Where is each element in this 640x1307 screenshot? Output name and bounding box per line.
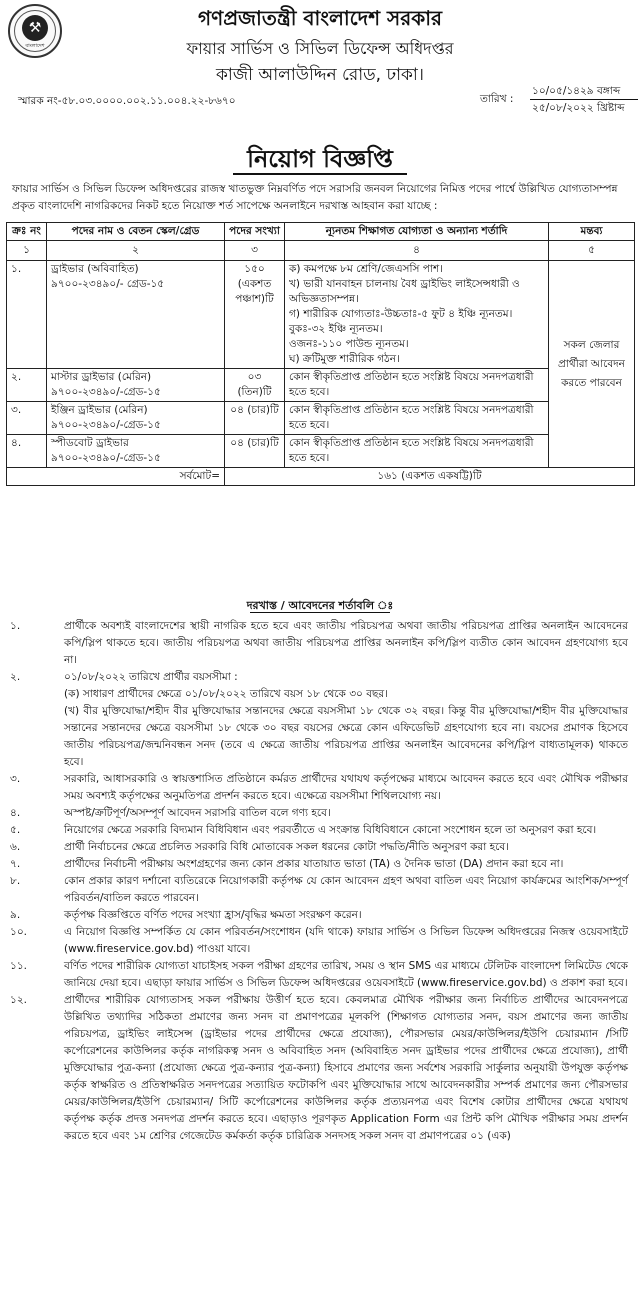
- address-heading: কাজী আলাউদ্দিন রোড, ঢাকা।: [216, 65, 424, 85]
- post-cell: [47, 435, 225, 468]
- intro-paragraph: ফায়ার সার্ভিস ও সিভিল ডিফেন্স অধিদপ্তরের রাজস্ব খাতভুক্ত নিম্নবর্ণিত পদে সরাসরি জনবল নিয়োগের নিমিত্ত পদের পার্শ্বে উল্লিখিত যোগ্যতাসম্পন্ন প্রকৃত বাংলাদেশি নাগরিকদের নিকট হতে নিয়োক্ত শর্ত সাপেক্ষে অনলাইনে দরখাস্ত আহবান করা যাচ্ছে :: [12, 183, 618, 212]
- condition-item: [0, 907, 640, 924]
- condition-text: প্রার্থীকে অবশ্যই বাংলাদেশের স্থায়ী নাগরিক হতে হবে এবং জাতীয় পরিচয়পত্র অথবা জাতীয় পরিচয়পত্র প্রাপ্তির অনলাইন আবেদনের কপি/স্লিপ থাকতে হবে। জাতীয় পরিচয়পত্র অথবা জাতীয় পরিচয়পত্র প্রাপ্তির অনলাইন কপি/স্লিপ ব্যতীত কোন আবেদন গ্রহণযোগ্য হবে না।: [64, 620, 628, 666]
- total-row: [7, 468, 635, 486]
- condition-item: [0, 822, 640, 839]
- condition-item: [0, 856, 640, 873]
- pay-scale: ৯৭০০-২৩৪৯০/-গ্রেড-১৫: [51, 386, 161, 398]
- post-cell: [47, 261, 225, 369]
- vacancy-table: [6, 222, 635, 486]
- condition-text: সরকারি, আধাসরকারি ও স্বায়ত্তশাসিত প্রতিষ্ঠানে কর্মরত প্রার্থীদের যথাযথ কর্তৃপক্ষের মাধ্যমে আবেদন করতে হবে এবং মৌখিক পরীক্ষার সময় অবশ্যই কর্তৃপক্ষের অনুমতিপত্র প্রদর্শন করতে হবে। এক্ষেত্রে বয়সসীমা শিথিলযোগ্য নয়।: [64, 773, 628, 802]
- condition-text: কোন প্রকার কারণ দর্শানো ব্যতিরেকে নিয়োগকারী কর্তৃপক্ষ যে কোন আবেদন গ্রহণ অথবা বাতিল এবং নিয়োগ কার্যক্রমের আংশিক/সম্পূর্ণ পরিবর্তন/বাতিল করতে পারবেন।: [64, 875, 628, 904]
- table-header-row: [7, 223, 635, 241]
- conditions-underline: [250, 612, 390, 613]
- conditions-title: দরখাস্ত / আবেদনের শর্তাবলি ঃ: [246, 599, 394, 612]
- condition-number: ৯.: [10, 909, 21, 921]
- condition-text: প্রার্থীদের শারীরিক যোগ্যতাসহ সকল পরীক্ষায় উত্তীর্ণ হতে হবে। কেবলমাত্র মৌখিক পরীক্ষার জন্য নির্বাচিত প্রার্থীদের আবেদনপত্রে উল্লিখিত তথ্যাদির সঠিকতা প্রমাণের জন্য সনদ বা প্রমাণপত্রের মূলকপি (শিক্ষাগত যোগ্যতার সনদ, বয়স প্রমাণের জন্য জাতীয় পরিচয়পত্র, ড্রাইভিং লাইসেন্স (ড্রাইভার পদের প্রার্থীদের ক্ষেত্রে প্রযোজ্য), পৌরসভার মেয়র/কাউন্সিলর/ইউপি চেয়ারম্যান /সিটি কর্পোরেশনের কাউন্সিলর কর্তৃক নাগরিকত্ব সনদ ও অবিবাহিত সনদ (অবিবাহিত সনদ ড্রাইভার পদের প্রার্থীদের ক্ষেত্রে প্রযোজ্য), প্রার্থী মুক্তিযোদ্ধার পুত্র-কন্যা (প্রযোজ্য ক্ষেত্রে পুত্র-কন্যার পুত্র-কন্যা) হিসাবে প্রমাণের জন্য সর্বশেষ সরকারি সার্কুলার অনুযায়ী উপযুক্ত কর্তৃপক্ষ কর্তৃক স্বাক্ষরিত ও প্রতিস্বাক্ষরিত সনদপত্রের সত্যায়িত ফটোকপি এবং মুক্তিযোদ্ধার সাথে আবেদনকারীর সম্পর্ক প্রমাণের জন্য পৌরসভার মেয়র/কাউন্সিলর/ইউপি চেয়ারম্যান/ সিটি কর্পোরেশনের কাউন্সিলর কর্তৃক প্রত্যয়নপত্র এবং বিশেষ কোটার প্রার্থীদের ক্ষেত্রে যথাযথ কর্তৃপক্ষ কর্তৃক প্রদত্ত সনদপত্র প্রদর্শন করতে হবে। এছাড়াও পূরণকৃত Application Form এর প্রিন্ট কপি মৌখিক পরীক্ষার সময় প্রদর্শন করতে হবে এবং ১ম শ্রেণির গেজেটেড কর্মকর্তা কর্তৃক চারিত্রিক সনদসহ সকল সনদ বা প্রমাণপত্রের ০১ (এক): [64, 994, 628, 1142]
- col-number: ৩: [225, 241, 285, 261]
- row-serial: ২.: [7, 369, 47, 402]
- emblem-icon: ⚒: [22, 15, 48, 41]
- condition-number: ১১.: [10, 960, 27, 972]
- pay-scale: ৯৭০০-২৩৪৯০/- গ্রেড-১৫: [51, 278, 165, 290]
- condition-subitem: (খ) বীর মুক্তিযোদ্ধা/শহীদ বীর মুক্তিযোদ্ধার সন্তানদের ক্ষেত্রে বয়সসীমা ১৮ থেকে ৩২ বছর। কিন্তু বীর মুক্তিযোদ্ধা/শহীদ বীর মুক্তিযোদ্ধার সন্তানের সন্তানদের ক্ষেত্রে বয়সসীমা ১৮ থেকে ৩০ বছর বয়সের ক্ষেত্রে কোন এফিডেভিট গ্রহণযোগ্য হবে না। বয়সের প্রমাণক হিসেবে জাতীয় পরিচয়পত্র/জন্মনিবন্ধন সনদ (তবে এ ক্ষেত্রে জাতীয় পরিচয়পত্র প্রাপ্তির অনলাইন আবেদনের কপি/স্লিপ বাধ্যতামূলক) থাকতে হবে।: [64, 705, 628, 768]
- condition-item: [0, 771, 640, 805]
- memo-number: স্মারক নং-৫৮.০৩.০০০০.০০২.১১.০০৪.২২-৮৬৭০: [18, 95, 236, 107]
- qualification-line: গ) শারীরিক যোগ্যতাঃ-উচ্চতাঃ-৫ ফুট ৪ ইঞ্চি ন্যূনতম।: [289, 308, 513, 320]
- condition-item: [0, 805, 640, 822]
- condition-item: [0, 958, 640, 992]
- remarks-cell: সকল জেলার প্রার্থীরা আবেদন করতে পারবেন: [549, 261, 635, 468]
- table-row: [7, 435, 635, 468]
- condition-number: ২.: [10, 671, 21, 683]
- qualification-cell: কোন স্বীকৃতিপ্রাপ্ত প্রতিষ্ঠান হতে সংশ্লিষ্ট বিষয়ে সনদপত্রধারী হতে হবে।: [285, 435, 549, 468]
- condition-item: [0, 924, 640, 958]
- post-count: ০৪ (চার)টি: [225, 435, 285, 468]
- condition-text: বর্ণিত পদের শারীরিক যোগ্যতা যাচাইসহ সকল পরীক্ষা গ্রহণের তারিখ, সময় ও স্থান SMS এর মাধ্যমে টেলিটক বাংলাদেশ লিমিটেড থেকে জানিয়ে দেয়া হবে। এছাড়া ফায়ার সার্ভিস ও সিভিল ডিফেন্স অধিদপ্তরের ওয়েবসাইটে (www.fireservice.gov.bd) ও প্রকাশ করা হবে।: [64, 960, 628, 989]
- condition-number: ৫.: [10, 824, 21, 836]
- condition-item: [0, 839, 640, 856]
- date-label: তারিখ :: [480, 93, 514, 105]
- condition-number: ৪.: [10, 807, 21, 819]
- condition-item: [0, 669, 640, 771]
- conditions-list: [0, 618, 640, 1145]
- column-number-row: [7, 241, 635, 261]
- col-number: ৪: [285, 241, 549, 261]
- condition-number: ১.: [10, 620, 21, 632]
- condition-item: [0, 992, 640, 1145]
- date-divider: [530, 99, 638, 100]
- post-count: ১৫০ (একশত পঞ্চাশ)টি: [225, 261, 285, 369]
- qualification-line: ওজনঃ-১১০ পাউন্ড ন্যূনতম।: [289, 338, 409, 350]
- condition-number: ৩.: [10, 773, 21, 785]
- condition-number: ৮.: [10, 875, 21, 887]
- post-name: ড্রাইভার (অবিবাহিত): [51, 263, 139, 275]
- department-heading: ফায়ার সার্ভিস ও সিভিল ডিফেন্স অধিদপ্তর: [186, 39, 454, 58]
- table-row: [7, 369, 635, 402]
- condition-number: ৬.: [10, 841, 21, 853]
- qualification-line: খ) ভারী যানবাহন চালনায় বৈধ ড্রাইভিং লাইসেন্সধারী ও অভিজ্ঞতাসম্পন্ন।: [289, 278, 520, 305]
- col-header-post: পদের নাম ও বেতন স্কেল/গ্রেড: [47, 223, 225, 241]
- qualification-line: বুকঃ-৩২ ইঞ্চি ন্যূনতম।: [289, 323, 383, 335]
- condition-text: নিয়োগের ক্ষেত্রে সরকারি বিদ্যমান বিধিবিধান এবং পরবর্তীতে এ সংক্রান্ত বিধিবিধানে কোনো সংশোধন হলে তা অনুসরণ করা হবে।: [64, 824, 597, 836]
- condition-number: ৭.: [10, 858, 21, 870]
- total-label: সর্বমোট=: [7, 468, 225, 486]
- pay-scale: ৯৭০০-২৩৪৯০/-গ্রেড-১৫: [51, 452, 161, 464]
- post-cell: [47, 402, 225, 435]
- logo-text: বাংলাদেশ: [25, 43, 45, 49]
- post-name: স্পীডবোট ড্রাইভার: [51, 437, 129, 449]
- col-header-remarks: মন্তব্য: [549, 223, 635, 241]
- row-serial: ৩.: [7, 402, 47, 435]
- post-count: ০৪ (চার)টি: [225, 402, 285, 435]
- row-serial: ৪.: [7, 435, 47, 468]
- qualification-cell: কোন স্বীকৃতিপ্রাপ্ত প্রতিষ্ঠান হতে সংশ্লিষ্ট বিষয়ে সনদপত্রধারী হতে হবে।: [285, 402, 549, 435]
- post-cell: [47, 369, 225, 402]
- condition-text: ০১/০৮/২০২২ তারিখে প্রার্থীর বয়সসীমা :: [64, 671, 238, 683]
- post-name: ইঞ্জিন ড্রাইভার (মেরিন): [51, 404, 148, 416]
- condition-number: ১২.: [10, 994, 27, 1006]
- col-number: ১: [7, 241, 47, 261]
- condition-number: ১০.: [10, 926, 27, 938]
- qualification-line: ঘ) ক্রটিমুক্ত শারীরিক গঠন।: [289, 353, 400, 365]
- table-row: [7, 261, 635, 369]
- qualification-cell: [285, 261, 549, 369]
- government-heading: গণপ্রজাতন্ত্রী বাংলাদেশ সরকার: [198, 6, 442, 30]
- col-number: ৫: [549, 241, 635, 261]
- col-header-count: পদের সংখ্যা: [225, 223, 285, 241]
- condition-text: প্রার্থীদের নির্বাচনী পরীক্ষায় অংশগ্রহণের জন্য কোন প্রকার যাতায়াত ভাতা (TA) ও দৈনিক ভাতা (DA) প্রদান করা হবে না।: [64, 858, 564, 870]
- pay-scale: ৯৭০০-২৩৪৯০/-গ্রেড-১৫: [51, 419, 161, 431]
- row-serial: ১.: [7, 261, 47, 369]
- condition-text: অস্পষ্ট/ক্রটিপূর্ণ/অসম্পূর্ণ আবেদন সরাসরি বাতিল বলে গণ্য হবে।: [64, 807, 331, 819]
- post-name: মাস্টার ড্রাইভার (মেরিন): [51, 371, 152, 383]
- notice-title: নিয়োগ বিজ্ঞপ্তি: [247, 145, 393, 173]
- condition-text: এ নিয়োগ বিজ্ঞপ্তি সম্পর্কিত যে কোন পরিবর্তন/সংশোধন (যদি থাকে) ফায়ার সার্ভিস ও সিভিল ডিফেন্স অধিদপ্তরের নিজস্ব ওয়েবসাইটে (www.fireservice.gov.bd) পাওয়া যাবে।: [64, 926, 628, 955]
- condition-text: কর্তৃপক্ষ বিজ্ঞপ্তিতে বর্ণিত পদের সংখ্যা হ্রাস/বৃদ্ধির ক্ষমতা সংরক্ষণ করেন।: [64, 909, 362, 921]
- title-underline: [233, 173, 407, 175]
- col-header-qualification: ন্যূনতম শিক্ষাগত যোগ্যতা ও অন্যান্য শর্তাদি: [285, 223, 549, 241]
- date-english: ২৫/০৮/২০২২ খ্রিষ্টাব্দ: [532, 102, 625, 114]
- col-number: ২: [47, 241, 225, 261]
- post-count: ০৩ (তিন)টি: [225, 369, 285, 402]
- qualification-cell: কোন স্বীকৃতিপ্রাপ্ত প্রতিষ্ঠান হতে সংশ্লিষ্ট বিষয়ে সনদপত্রধারী হতে হবে।: [285, 369, 549, 402]
- col-header-sl: ক্রঃ নং: [7, 223, 47, 241]
- table-row: [7, 402, 635, 435]
- condition-text: প্রার্থী নির্বাচনের ক্ষেত্রে প্রচলিত সরকারি বিধি মোতাবেক সকল ধরনের কোটা পদ্ধতি/নীতি অনুসরণ করা হবে।: [64, 841, 509, 853]
- date-bangla: ১০/০৫/১৪২৯ বঙ্গাব্দ: [532, 85, 621, 97]
- condition-subitem: (ক) সাধারণ প্রার্থীদের ক্ষেত্রে ০১/০৮/২০২২ তারিখে বয়স ১৮ থেকে ৩০ বছর।: [64, 688, 388, 700]
- condition-item: [0, 873, 640, 907]
- qualification-line: ক) কমপক্ষে ৮ম শ্রেণি/জেএসসি পাশ।: [289, 263, 443, 275]
- condition-item: [0, 618, 640, 669]
- total-value: ১৬১ (একশত একষট্টি)টি: [225, 468, 635, 486]
